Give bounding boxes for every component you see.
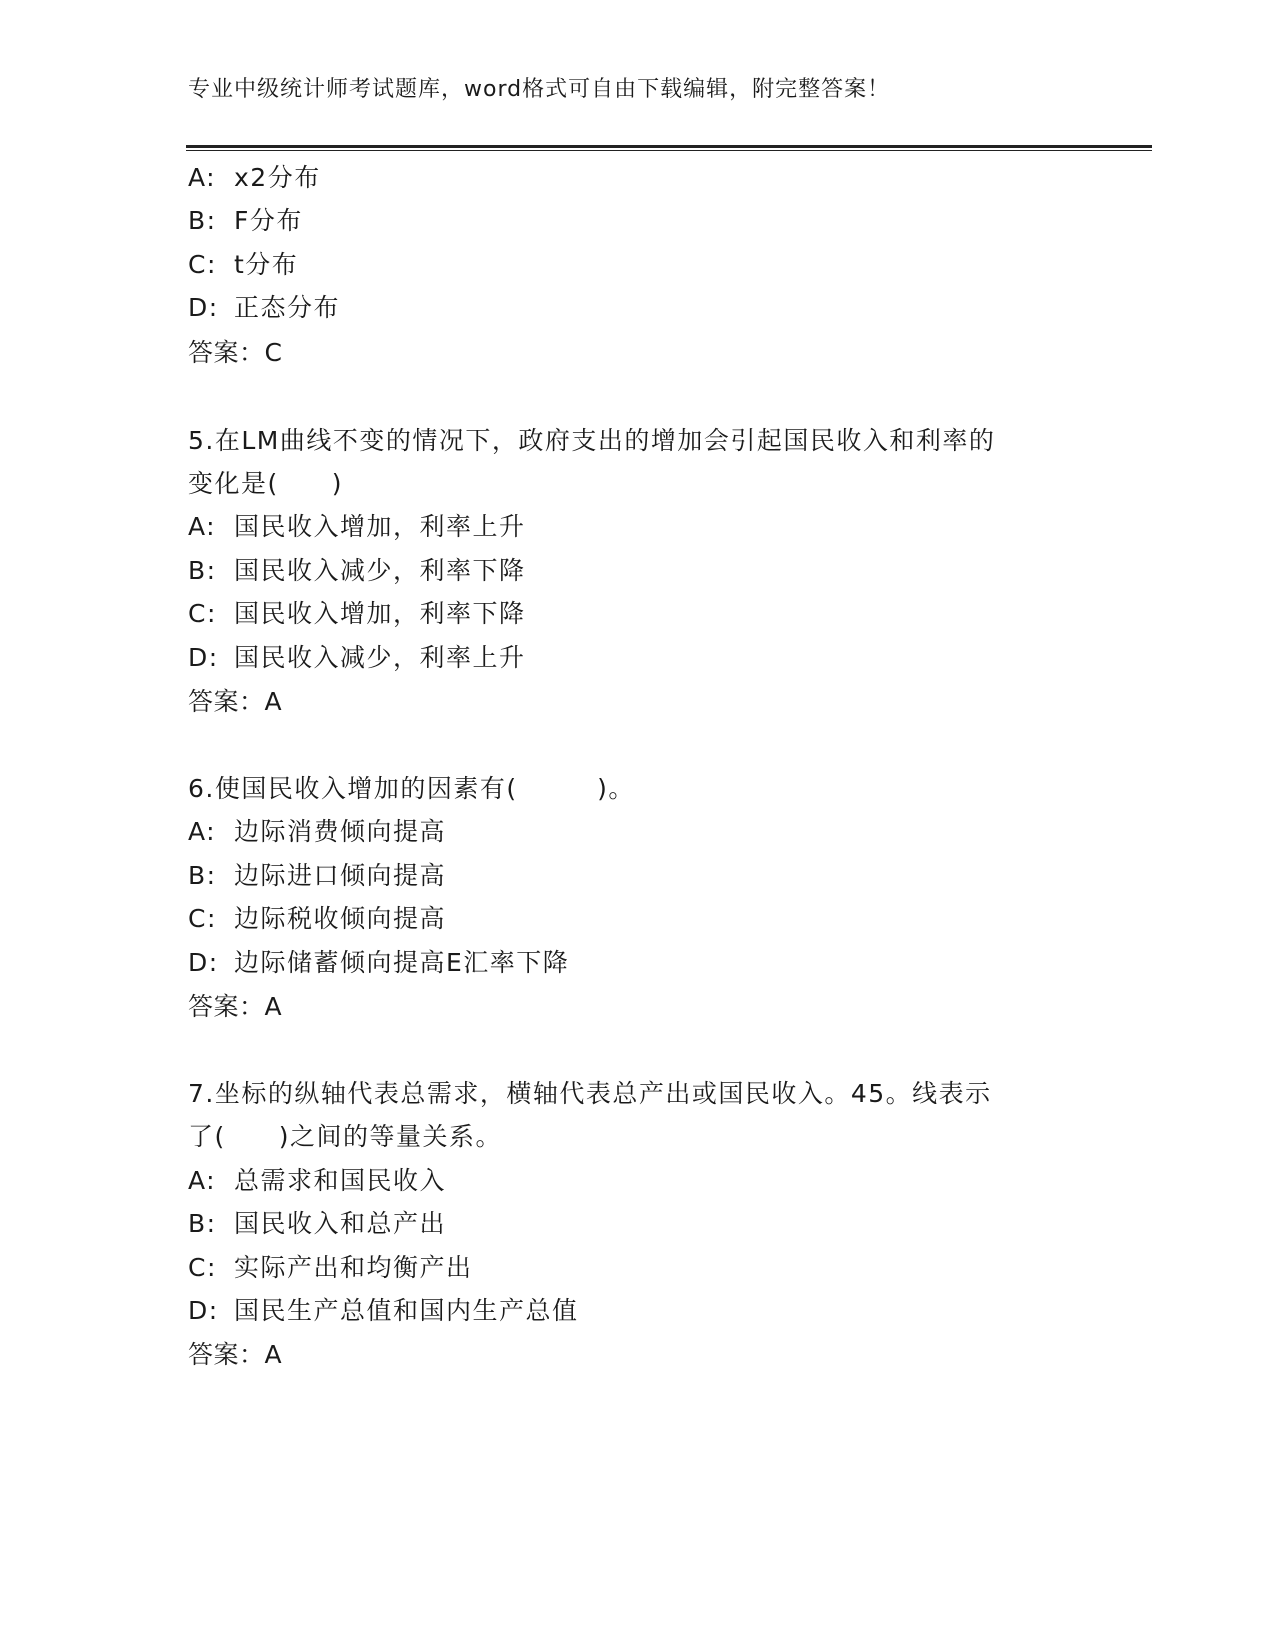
q4-answer: 答案：C [188,338,283,367]
q7-option-b: B: 国民收入和总产出 [188,1209,447,1238]
q5-option-c: C: 国民收入增加，利率下降 [188,599,526,628]
q6-stem-line1: 6.使国民收入增加的因素有( )。 [188,774,635,803]
q5-option-b: B: 国民收入减少，利率下降 [188,556,526,585]
q6-option-d: D: 边际储蓄倾向提高E汇率下降 [188,948,570,977]
q7-option-c: C: 实际产出和均衡产出 [188,1253,473,1282]
header-rule-thick [186,145,1152,148]
header-rule-thin [186,150,1152,151]
q4-option-b: B: F分布 [188,206,303,235]
q5-stem-line2: 变化是( ) [188,469,344,498]
q6-answer: 答案：A [188,992,283,1021]
q4-option-c: C: t分布 [188,250,299,279]
q5-stem-line1: 5.在LM曲线不变的情况下，政府支出的增加会引起国民收入和利率的 [188,426,996,455]
q6-option-b: B: 边际进口倾向提高 [188,861,447,890]
q7-answer: 答案：A [188,1340,283,1369]
q5-option-d: D: 国民收入减少，利率上升 [188,643,526,672]
q5-answer: 答案：A [188,687,283,716]
q7-stem-line2: 了( )之间的等量关系。 [188,1122,503,1151]
q7-option-d: D: 国民生产总值和国内生产总值 [188,1296,579,1325]
page-header: 专业中级统计师考试题库，word格式可自由下载编辑，附完整答案！ [188,77,891,102]
q4-option-a: A: x2分布 [188,163,321,192]
q6-option-a: A: 边际消费倾向提高 [188,817,447,846]
q6-option-c: C: 边际税收倾向提高 [188,904,447,933]
q4-option-d: D: 正态分布 [188,293,341,322]
q7-stem-line1: 7.坐标的纵轴代表总需求，横轴代表总产出或国民收入。45。线表示 [188,1079,992,1108]
q5-option-a: A: 国民收入增加，利率上升 [188,512,526,541]
q7-option-a: A: 总需求和国民收入 [188,1166,447,1195]
